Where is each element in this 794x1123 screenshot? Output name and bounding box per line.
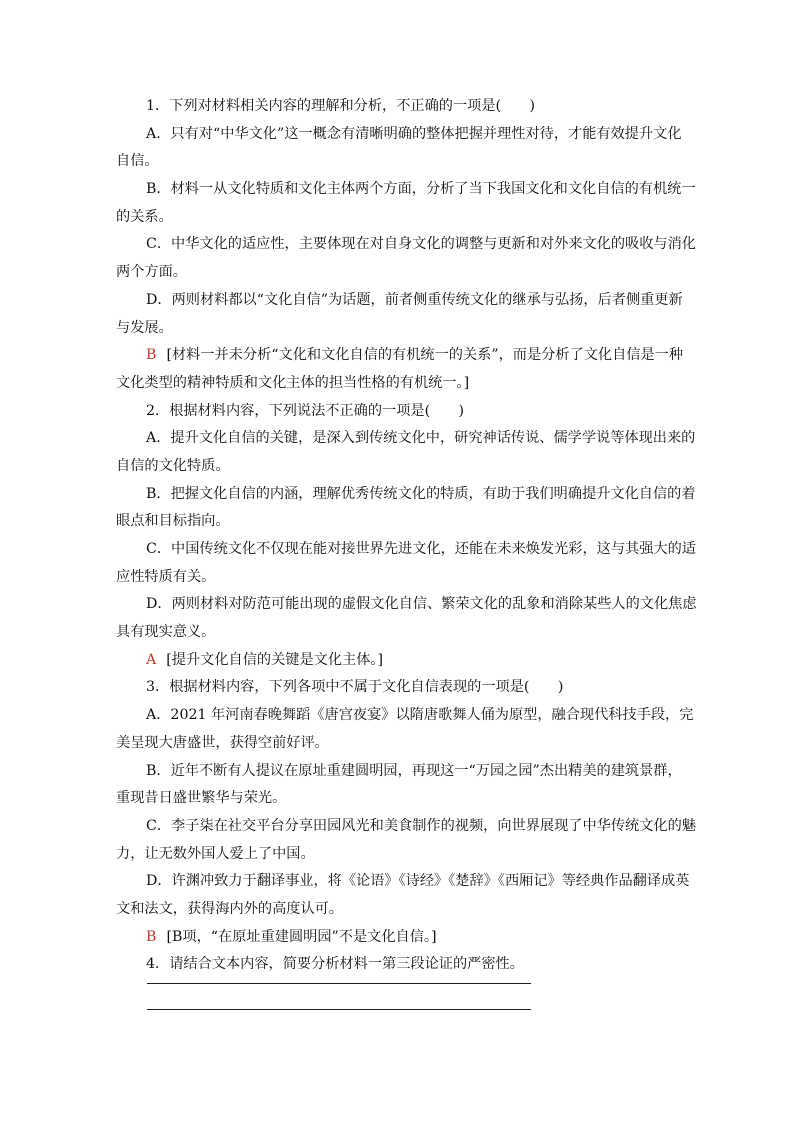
question-2-option-B: 眼点和目标指向。 [116,513,230,530]
question-3-option-B: B．近年不断有人提议在原址重建圆明园，再现这一“万园之园”杰出精美的建筑景群， [146,762,682,779]
question-2-option-C: 应性特质有关。 [116,568,216,585]
question-1-option-B: 的关系。 [116,208,173,225]
question-3-option-C: C．李子柒在社交平台分享田园风光和美食制作的视频，向世界展现了中华传统文化的魅 [146,817,696,834]
answer-blank-line-1[interactable] [147,983,531,984]
question-2-option-D: 具有现实意义。 [116,624,216,641]
question-2-option-A: A．提升文化自信的关键，是深入到传统文化中，研究神话传说、儒学学说等体现出来的 [146,430,696,447]
question-3-option-A: A．2021 年河南春晚舞蹈《唐宫夜宴》以隋唐歌舞人俑为原型，融合现代科技手段，完 [146,707,694,724]
question-1-option-C: C．中华文化的适应性，主要体现在对自身文化的调整与更新和对外来文化的吸收与消化 [146,236,696,253]
answer-letter: A [146,651,157,668]
question-1-stem: 1．下列对材料相关内容的理解和分析，不正确的一项是( ) [146,98,535,114]
answer-text: [材料一并未分析“文化和文化自信的有机统一的关系”，而是分析了文化自信是一种 [166,347,684,364]
question-3-option-D: 文和法文，获得海内外的高度认可。 [116,900,344,917]
answer-letter: B [146,928,157,945]
answer-text: [B项，“在原址重建圆明园”不是文化自信。] [166,928,437,945]
question-3-stem: 3．根据材料内容，下列各项中不属于文化自信表现的一项是( ) [146,679,564,696]
question-3-option-B: 重现昔日盛世繁华与荣光。 [116,790,287,807]
question-1-option-D: D．两则材料都以“文化自信”为话题，前者侧重传统文化的继承与弘扬，后者侧重更新 [146,291,683,308]
answer-blank-line-2[interactable] [147,1009,531,1010]
question-1-option-C: 两个方面。 [116,264,187,281]
question-1-option-D: 与发展。 [116,319,173,336]
answer-text: [提升文化自信的关键是文化主体。] [166,651,384,668]
question-1-option-A: 自信。 [116,153,159,170]
question-2-option-B: B．把握文化自信的内涵，理解优秀传统文化的特质，有助于我们明确提升文化自信的着 [146,485,696,502]
document-body [116,93,697,979]
question-2-option-A: 自信的文化特质。 [116,457,230,474]
question-1-answer-explanation [116,342,684,370]
question-2-answer-explanation [116,647,678,675]
question-3-option-A: 美呈现大唐盛世，获得空前好评。 [116,734,329,751]
question-2-stem: 2．根据材料内容，下列说法不正确的一项是( ) [146,402,465,419]
question-1-option-B: B．材料一从文化特质和文化主体两个方面，分析了当下我国文化和文化自信的有机统一 [146,181,696,198]
question-1-option-A: A．只有对“中华文化”这一概念有清晰明确的整体把握并理性对待，才能有效提升文化 [146,125,682,142]
answer-text: 文化类型的精神特质和文化主体的担当性格的有机统一。] [116,374,470,391]
question-4-stem: 4．请结合文本内容，简要分析材料一第三段论证的严密性。 [146,956,524,973]
question-3-option-D: D．许渊冲致力于翻译事业，将《论语》《诗经》《楚辞》《西厢记》等经典作品翻译成英 [146,873,690,890]
question-2-option-C: C．中国传统文化不仅现在能对接世界先进文化，还能在未来焕发光彩，这与其强大的适 [146,541,696,557]
answer-letter: B [146,347,157,364]
question-2-option-D: D．两则材料对防范可能出现的虚假文化自信、繁荣文化的乱象和消除某些人的文化焦虑 [146,596,697,613]
question-1-answer-explanation [116,370,678,398]
question-3-option-C: 力，让无数外国人爱上了中国。 [116,845,315,862]
question-3-answer-explanation [116,924,678,952]
